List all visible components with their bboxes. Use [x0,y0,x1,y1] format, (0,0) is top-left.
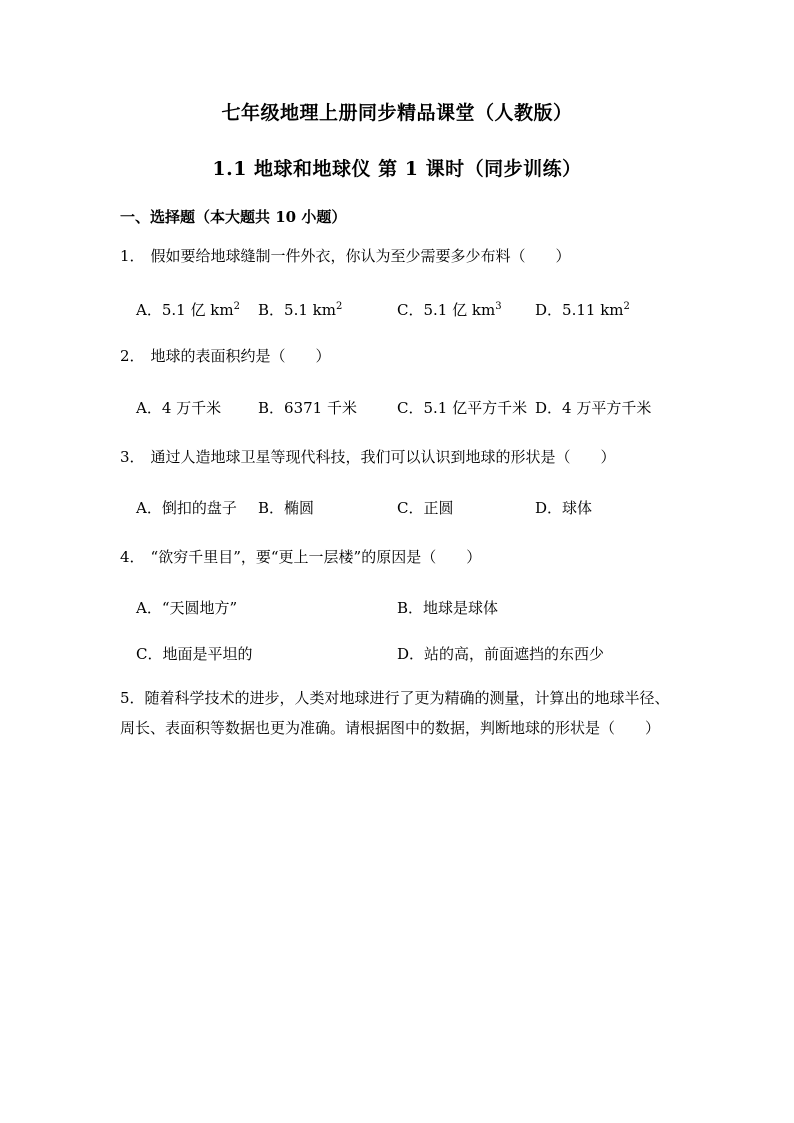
question-number: 1． [120,247,145,265]
question-2-stem [120,349,331,364]
question-3-stem [120,450,616,465]
question-1-option-a: A．5.1 亿 $km^2$ [136,301,240,319]
question-3-option-c: C．正圆 [397,499,454,517]
question-text: “欲穷千里目”，要“更上一层楼”的原因是（ ） [150,548,482,566]
question-1-option-b: B．5.1 $km^2$ [258,301,343,319]
question-number: 5． [120,689,145,707]
question-2-option-b: B．6371 千米 [258,399,357,417]
question-text: 地球的表面积约是（ ） [150,347,331,365]
section-heading: 一、选择题（本大题共 10 小题） [120,208,347,226]
question-number: 2． [120,347,145,365]
question-number: 4． [120,548,145,566]
question-number: 3． [120,448,145,466]
question-4-option-c: C．地面是平坦的 [136,645,253,663]
question-1-option-c: C．5.1 亿 $km^3$ [397,301,502,319]
question-4-option-a: A．“天圆地方” [136,599,238,617]
question-4-option-d: D．站的高，前面遮挡的东西少 [397,645,605,663]
question-4-option-b: B．地球是球体 [397,599,499,617]
question-2-option-d: D．4 万平方千米 [535,399,652,417]
question-2-option-c: C．5.1 亿平方千米 [397,399,528,417]
question-3-option-a: A．倒扣的盘子 [136,499,237,517]
question-2-option-a: A．4 万千米 [136,399,222,417]
question-4-stem [120,550,481,565]
question-3-option-d: D．球体 [535,499,593,517]
question-text: 随着科学技术的进步，人类对地球进行了更为精确的测量，计算出的地球半径、周长、表面积等数据也更为准确。请根据图中的数据，判断地球的形状是（ ） [120,689,670,737]
question-text: 假如要给地球缝制一件外衣，你认为至少需要多少布料（ ） [150,247,571,265]
question-1-option-d: D．5.11 $km^2$ [535,301,630,319]
document-subtitle: 1.1 地球和地球仪 第 1 课时（同步训练） [212,158,582,180]
document-title: 七年级地理上册同步精品课堂（人教版） [221,102,573,124]
question-5-stem [120,683,680,743]
question-1-stem [120,249,571,264]
question-3-option-b: B．椭圆 [258,499,315,517]
question-text: 通过人造地球卫星等现代科技，我们可以认识到地球的形状是（ ） [150,448,616,466]
